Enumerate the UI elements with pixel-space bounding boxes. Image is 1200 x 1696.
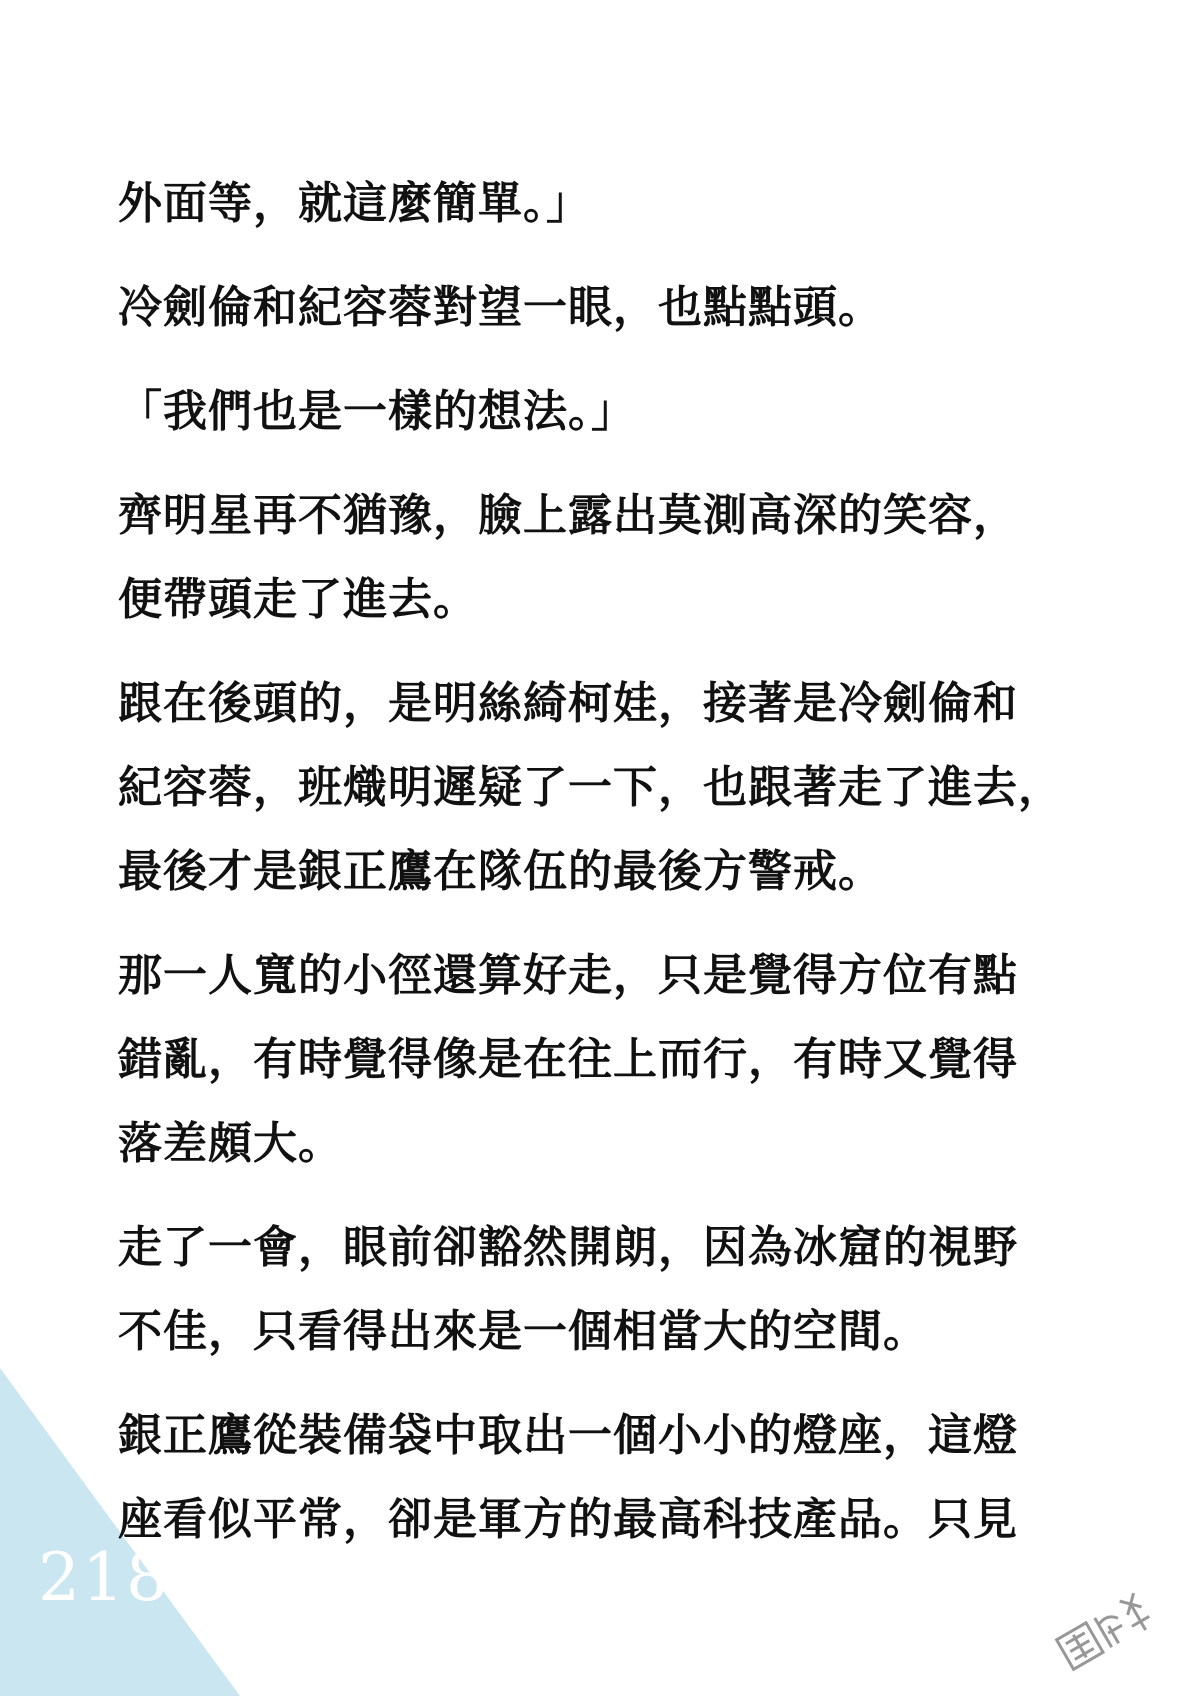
text-line: 落差頗大。 bbox=[118, 1118, 343, 1169]
paragraph bbox=[118, 370, 1098, 454]
paragraph bbox=[118, 474, 1098, 642]
paragraph bbox=[118, 662, 1098, 914]
text-line: 冷劍倫和紀容蓉對望一眼，也點點頭。 bbox=[118, 282, 883, 333]
text-line: 不佳，只看得出來是一個相當大的空間。 bbox=[118, 1306, 928, 1357]
paragraph bbox=[118, 266, 1098, 350]
body-text bbox=[118, 162, 1098, 1582]
text-line: 那一人寬的小徑還算好走，只是覺得方位有點 bbox=[118, 950, 1018, 1001]
text-line: 便帶頭走了進去。 bbox=[118, 574, 478, 625]
text-line: 走了一會，眼前卻豁然開朗，因為冰窟的視野 bbox=[118, 1222, 1018, 1273]
paragraph bbox=[118, 1394, 1098, 1562]
text-line: 座看似平常，卻是軍方的最高科技產品。只見 bbox=[118, 1494, 1018, 1545]
page-number: 218 bbox=[38, 1539, 170, 1616]
paragraph bbox=[118, 934, 1098, 1186]
text-line: 齊明星再不猶豫，臉上露出莫測高深的笑容， bbox=[118, 490, 1018, 541]
text-line: 外面等，就這麼簡單。」 bbox=[118, 178, 591, 229]
watermark-logo-icon bbox=[1040, 1580, 1190, 1690]
text-line: 錯亂，有時覺得像是在往上而行，有時又覺得 bbox=[118, 1034, 1018, 1085]
text-line: 跟在後頭的，是明絲綺柯娃，接著是冷劍倫和 bbox=[118, 678, 1018, 729]
paragraph bbox=[118, 162, 1098, 246]
text-line: 紀容蓉，班熾明遲疑了一下，也跟著走了進去， bbox=[118, 762, 1063, 813]
paragraph bbox=[118, 1206, 1098, 1374]
text-line: 「我們也是一樣的想法。」 bbox=[118, 386, 636, 437]
text-line: 銀正鷹從裝備袋中取出一個小小的燈座，這燈 bbox=[118, 1410, 1018, 1461]
text-line: 最後才是銀正鷹在隊伍的最後方警戒。 bbox=[118, 846, 883, 897]
